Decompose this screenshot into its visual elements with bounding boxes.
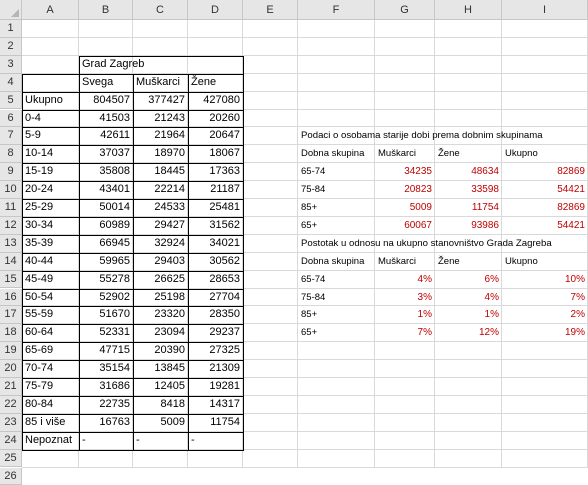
population-value[interactable]: 21964 xyxy=(133,127,188,145)
age-group-label[interactable]: 20-24 xyxy=(22,181,79,199)
table2-header[interactable]: Dobna skupina xyxy=(298,145,375,163)
population-value[interactable]: 427080 xyxy=(188,92,243,110)
percentage-value[interactable]: 1% xyxy=(435,306,502,324)
row-header-3[interactable]: 3 xyxy=(0,56,22,74)
population-value[interactable]: 20823 xyxy=(375,181,435,199)
percentage-value[interactable]: 4% xyxy=(435,289,502,307)
population-value[interactable]: 31686 xyxy=(79,378,133,396)
percentage-value[interactable]: 19% xyxy=(502,324,588,342)
population-value[interactable]: 22214 xyxy=(133,181,188,199)
cell-border xyxy=(79,74,80,450)
population-value[interactable]: 19281 xyxy=(188,378,243,396)
population-value[interactable]: 37037 xyxy=(79,145,133,163)
population-value[interactable]: 20647 xyxy=(188,127,243,145)
column-header-a[interactable]: A xyxy=(22,0,79,20)
population-value[interactable]: 50014 xyxy=(79,199,133,217)
population-value[interactable]: 21187 xyxy=(188,181,243,199)
population-value[interactable]: 377427 xyxy=(133,92,188,110)
population-value[interactable]: 23320 xyxy=(133,306,188,324)
row-header-9[interactable]: 9 xyxy=(0,163,22,181)
cell-border xyxy=(22,450,244,451)
population-value[interactable]: 66945 xyxy=(79,235,133,253)
row-header-16[interactable]: 16 xyxy=(0,289,22,307)
population-value[interactable]: 82869 xyxy=(502,163,588,181)
age-group-label[interactable]: 65-74 xyxy=(298,163,375,181)
table2-header[interactable]: Žene xyxy=(435,145,502,163)
row-header-23[interactable]: 23 xyxy=(0,414,22,432)
population-value[interactable]: 22735 xyxy=(79,396,133,414)
main-table-header[interactable]: Svega xyxy=(79,74,133,92)
row-header-11[interactable]: 11 xyxy=(0,199,22,217)
population-value[interactable]: 34021 xyxy=(188,235,243,253)
percentage-value[interactable]: 2% xyxy=(502,306,588,324)
population-value[interactable]: 47715 xyxy=(79,342,133,360)
population-value[interactable]: 11754 xyxy=(435,199,502,217)
population-value[interactable]: 29427 xyxy=(133,217,188,235)
row-header-15[interactable]: 15 xyxy=(0,271,22,289)
row-header-2[interactable]: 2 xyxy=(0,38,22,56)
population-value[interactable]: 43401 xyxy=(79,181,133,199)
main-table-header[interactable]: Žene xyxy=(188,74,243,92)
population-value[interactable]: 11754 xyxy=(188,414,243,432)
age-group-label[interactable]: 55-59 xyxy=(22,306,79,324)
age-group-label[interactable]: 65+ xyxy=(298,217,375,235)
population-value[interactable]: - xyxy=(79,432,133,450)
select-all-corner[interactable] xyxy=(0,0,22,20)
population-value[interactable]: 24533 xyxy=(133,199,188,217)
population-value[interactable]: 804507 xyxy=(79,92,133,110)
percentage-value[interactable]: 12% xyxy=(435,324,502,342)
population-value[interactable]: 18445 xyxy=(133,163,188,181)
table2-header[interactable]: Muškarci xyxy=(375,145,435,163)
population-value[interactable]: 52902 xyxy=(79,289,133,307)
row-header-22[interactable]: 22 xyxy=(0,396,22,414)
percentage-value[interactable]: 1% xyxy=(375,306,435,324)
population-value[interactable]: - xyxy=(188,432,243,450)
row-header-19[interactable]: 19 xyxy=(0,342,22,360)
age-group-label[interactable]: 25-29 xyxy=(22,199,79,217)
population-value[interactable]: 41503 xyxy=(79,110,133,128)
population-value[interactable]: 48634 xyxy=(435,163,502,181)
row-header-24[interactable]: 24 xyxy=(0,432,22,450)
population-value[interactable]: 28653 xyxy=(188,271,243,289)
population-value[interactable]: 5009 xyxy=(375,199,435,217)
column-header-i[interactable]: I xyxy=(502,0,588,20)
population-value[interactable]: 30562 xyxy=(188,253,243,271)
population-value[interactable]: 51670 xyxy=(79,306,133,324)
population-value[interactable]: 12405 xyxy=(133,378,188,396)
population-value[interactable]: 42611 xyxy=(79,127,133,145)
population-value[interactable]: 93986 xyxy=(435,217,502,235)
cell-border xyxy=(79,56,244,57)
population-value[interactable]: 35154 xyxy=(79,360,133,378)
population-value[interactable]: 21243 xyxy=(133,110,188,128)
population-value[interactable]: 54421 xyxy=(502,181,588,199)
age-group-label[interactable]: 35-39 xyxy=(22,235,79,253)
population-value[interactable]: 54421 xyxy=(502,217,588,235)
column-header-h[interactable]: H xyxy=(435,0,502,20)
population-value[interactable]: 28350 xyxy=(188,306,243,324)
population-value[interactable]: 18067 xyxy=(188,145,243,163)
row-header-4[interactable]: 4 xyxy=(0,74,22,92)
population-value[interactable]: 55278 xyxy=(79,271,133,289)
table3-header[interactable]: Muškarci xyxy=(375,253,435,271)
row-header-10[interactable]: 10 xyxy=(0,181,22,199)
column-header-f[interactable]: F xyxy=(298,0,375,20)
age-group-label[interactable]: 45-49 xyxy=(22,271,79,289)
row-header-14[interactable]: 14 xyxy=(0,253,22,271)
percentage-value[interactable]: 10% xyxy=(502,271,588,289)
age-group-label[interactable]: 0-4 xyxy=(22,110,79,128)
population-value[interactable]: 27325 xyxy=(188,342,243,360)
table3-header[interactable]: Žene xyxy=(435,253,502,271)
column-header-c[interactable]: C xyxy=(133,0,188,20)
age-group-label[interactable]: Ukupno xyxy=(22,92,79,110)
age-group-label[interactable]: 85+ xyxy=(298,199,375,217)
percentage-value[interactable]: 7% xyxy=(502,289,588,307)
table3-header[interactable]: Dobna skupina xyxy=(298,253,375,271)
population-value[interactable]: 32924 xyxy=(133,235,188,253)
column-header-d[interactable]: D xyxy=(188,0,243,20)
row-header-1[interactable]: 1 xyxy=(0,20,22,38)
row-header-18[interactable]: 18 xyxy=(0,324,22,342)
population-value[interactable]: 20260 xyxy=(188,110,243,128)
population-value[interactable]: 5009 xyxy=(133,414,188,432)
main-table-title[interactable]: Grad Zagreb xyxy=(79,56,188,74)
population-value[interactable]: 25481 xyxy=(188,199,243,217)
age-group-label[interactable]: 85 i više xyxy=(22,414,79,432)
age-group-label[interactable]: 40-44 xyxy=(22,253,79,271)
population-value[interactable]: 31562 xyxy=(188,217,243,235)
age-group-label[interactable]: 10-14 xyxy=(22,145,79,163)
row-header-13[interactable]: 13 xyxy=(0,235,22,253)
column-header-b[interactable]: B xyxy=(79,0,133,20)
row-header-8[interactable]: 8 xyxy=(0,145,22,163)
row-header-5[interactable]: 5 xyxy=(0,92,22,110)
row-header-20[interactable]: 20 xyxy=(0,360,22,378)
cell-border xyxy=(133,74,134,450)
population-value[interactable]: 21309 xyxy=(188,360,243,378)
population-value[interactable]: 60989 xyxy=(79,217,133,235)
age-group-label[interactable]: 75-84 xyxy=(298,181,375,199)
cell-border xyxy=(79,56,80,74)
population-value[interactable]: 35808 xyxy=(79,163,133,181)
age-group-label[interactable]: 15-19 xyxy=(22,163,79,181)
age-group-label[interactable]: Nepoznat xyxy=(22,432,79,450)
age-group-label[interactable]: 65-69 xyxy=(22,342,79,360)
cell-border xyxy=(22,74,23,450)
row-header-25[interactable]: 25 xyxy=(0,450,22,468)
population-value[interactable]: 17363 xyxy=(188,163,243,181)
population-value[interactable]: 52331 xyxy=(79,324,133,342)
cell-border xyxy=(188,74,189,450)
population-value[interactable]: 82869 xyxy=(502,199,588,217)
table2-title[interactable]: Podaci o osobama starije dobi prema dobnim skupinama xyxy=(298,127,588,145)
population-value[interactable]: 29403 xyxy=(133,253,188,271)
column-header-g[interactable]: G xyxy=(375,0,435,20)
age-group-label[interactable]: 75-84 xyxy=(298,289,375,307)
table3-title[interactable]: Postotak u odnosu na ukupno stanovništvo Grada Zagreba xyxy=(298,235,588,253)
age-group-label[interactable]: 85+ xyxy=(298,306,375,324)
age-group-label[interactable]: 50-54 xyxy=(22,289,79,307)
percentage-value[interactable]: 6% xyxy=(435,271,502,289)
cell-border xyxy=(243,74,244,450)
table2-header[interactable]: Ukupno xyxy=(502,145,588,163)
age-group-label[interactable]: 65+ xyxy=(298,324,375,342)
population-value[interactable]: 18970 xyxy=(133,145,188,163)
main-table-header[interactable]: Muškarci xyxy=(133,74,188,92)
age-group-label[interactable]: 65-74 xyxy=(298,271,375,289)
age-group-label[interactable]: 80-84 xyxy=(22,396,79,414)
population-value[interactable]: 59965 xyxy=(79,253,133,271)
row-header-7[interactable]: 7 xyxy=(0,127,22,145)
row-header-17[interactable]: 17 xyxy=(0,306,22,324)
population-value[interactable]: 8418 xyxy=(133,396,188,414)
row-header-6[interactable]: 6 xyxy=(0,110,22,128)
column-header-e[interactable]: E xyxy=(243,0,298,20)
age-group-label[interactable]: 75-79 xyxy=(22,378,79,396)
percentage-value[interactable]: 3% xyxy=(375,289,435,307)
population-value[interactable]: 33598 xyxy=(435,181,502,199)
percentage-value[interactable]: 4% xyxy=(375,271,435,289)
population-value[interactable]: - xyxy=(133,432,188,450)
population-value[interactable]: 16763 xyxy=(79,414,133,432)
percentage-value[interactable]: 7% xyxy=(375,324,435,342)
population-value[interactable]: 34235 xyxy=(375,163,435,181)
population-value[interactable]: 14317 xyxy=(188,396,243,414)
population-value[interactable]: 25198 xyxy=(133,289,188,307)
age-group-label[interactable]: 30-34 xyxy=(22,217,79,235)
age-group-label[interactable]: 70-74 xyxy=(22,360,79,378)
population-value[interactable]: 26625 xyxy=(133,271,188,289)
row-header-21[interactable]: 21 xyxy=(0,378,22,396)
population-value[interactable]: 13845 xyxy=(133,360,188,378)
row-header-12[interactable]: 12 xyxy=(0,217,22,235)
age-group-label[interactable]: 60-64 xyxy=(22,324,79,342)
population-value[interactable]: 60067 xyxy=(375,217,435,235)
row-header-26[interactable]: 26 xyxy=(0,468,22,485)
table3-header[interactable]: Ukupno xyxy=(502,253,588,271)
population-value[interactable]: 29237 xyxy=(188,324,243,342)
population-value[interactable]: 27704 xyxy=(188,289,243,307)
age-group-label[interactable]: 5-9 xyxy=(22,127,79,145)
population-value[interactable]: 23094 xyxy=(133,324,188,342)
population-value[interactable]: 20390 xyxy=(133,342,188,360)
